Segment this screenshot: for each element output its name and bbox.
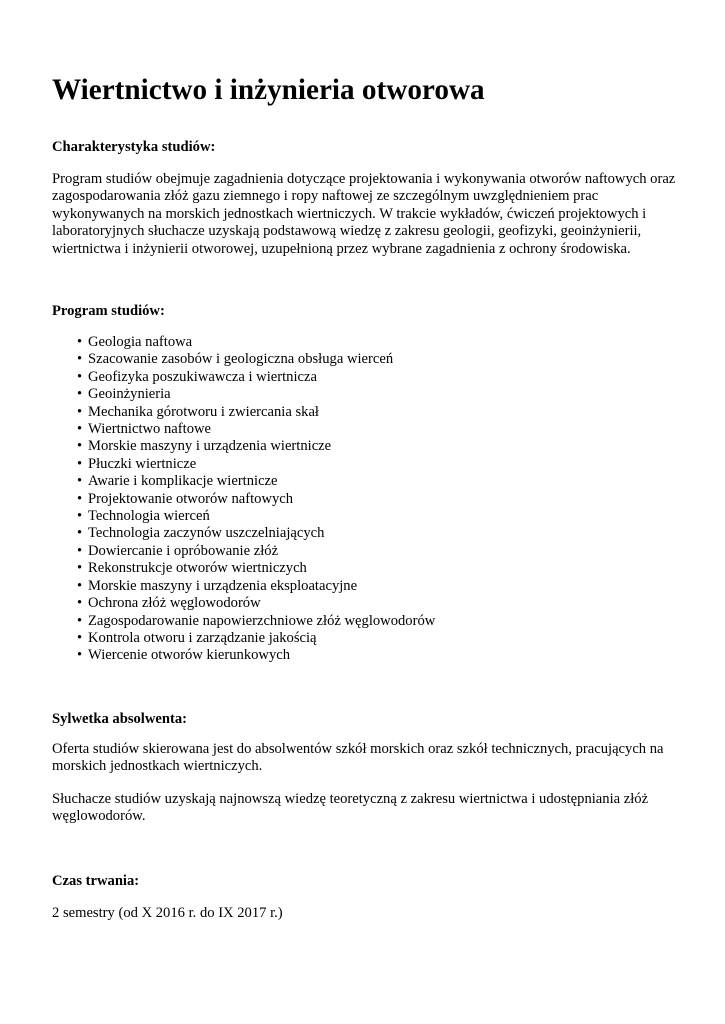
list-item: • Wiertnictwo naftowe bbox=[52, 421, 435, 438]
list-item: • Projektowanie otworów naftowych bbox=[52, 491, 435, 508]
list-item: • Awarie i komplikacje wiertnicze bbox=[52, 473, 435, 490]
graduate-profile-paragraph-1: Oferta studiów skierowana jest do absolwentów szkół morskich oraz szkół technicznych, pracujących na morskich jednostkach wiertniczych. bbox=[52, 741, 664, 775]
characteristics-paragraph: Program studiów obejmuje zagadnienia dotyczące projektowania i wykonywania otworów naftowych oraz zagospodarowania złóż gazu ziemnego i ropy naftowej ze szczególnym uwzględnieniem prac wykonywanych na morskich jednostkach wiertniczych. W trakcie wykładów, ćwiczeń projektowych i laboratoryjnych słuchacze uzyskają podstawową wiedzę z zakresu geologii, geofizyki, geoinżynierii, wiertnictwa i inżynierii otworowej, uzupełnioną przez wybrane zagadnienia z ochrony środowiska. bbox=[52, 171, 676, 257]
list-item: • Mechanika górotworu i zwiercania skał bbox=[52, 404, 435, 421]
duration-text: 2 semestry (od X 2016 r. do IX 2017 r.) bbox=[52, 905, 283, 921]
list-item: • Geologia naftowa bbox=[52, 334, 435, 351]
list-item: • Płuczki wiertnicze bbox=[52, 456, 435, 473]
section-heading-graduate-profile: Sylwetka absolwenta: bbox=[52, 711, 187, 727]
section-heading-program: Program studiów: bbox=[52, 303, 165, 319]
graduate-profile-paragraph-2: Słuchacze studiów uzyskają najnowszą wiedzę teoretyczną z zakresu wiertnictwa i udostępniania złóż węglowodorów. bbox=[52, 791, 649, 825]
list-item: • Szacowanie zasobów i geologiczna obsługa wierceń bbox=[52, 351, 435, 368]
list-item: • Zagospodarowanie napowierzchniowe złóż węglowodorów bbox=[52, 613, 435, 630]
list-item: • Dowiercanie i opróbowanie złóż bbox=[52, 543, 435, 560]
list-item: • Morskie maszyny i urządzenia eksploatacyjne bbox=[52, 578, 435, 595]
list-item: • Geoinżynieria bbox=[52, 386, 435, 403]
program-course-list bbox=[52, 334, 435, 665]
list-item: • Geofizyka poszukiwawcza i wiertnicza bbox=[52, 369, 435, 386]
page-title: Wiertnictwo i inżynieria otworowa bbox=[52, 74, 485, 106]
list-item: • Technologia zaczynów uszczelniających bbox=[52, 525, 435, 542]
list-item: • Rekonstrukcje otworów wiertniczych bbox=[52, 560, 435, 577]
list-item: • Kontrola otworu i zarządzanie jakością bbox=[52, 630, 435, 647]
section-heading-characteristics: Charakterystyka studiów: bbox=[52, 139, 216, 155]
list-item: • Wiercenie otworów kierunkowych bbox=[52, 647, 435, 664]
list-item: • Technologia wierceń bbox=[52, 508, 435, 525]
section-heading-duration: Czas trwania: bbox=[52, 873, 140, 889]
list-item: • Morskie maszyny i urządzenia wiertnicze bbox=[52, 438, 435, 455]
list-item: • Ochrona złóż węglowodorów bbox=[52, 595, 435, 612]
